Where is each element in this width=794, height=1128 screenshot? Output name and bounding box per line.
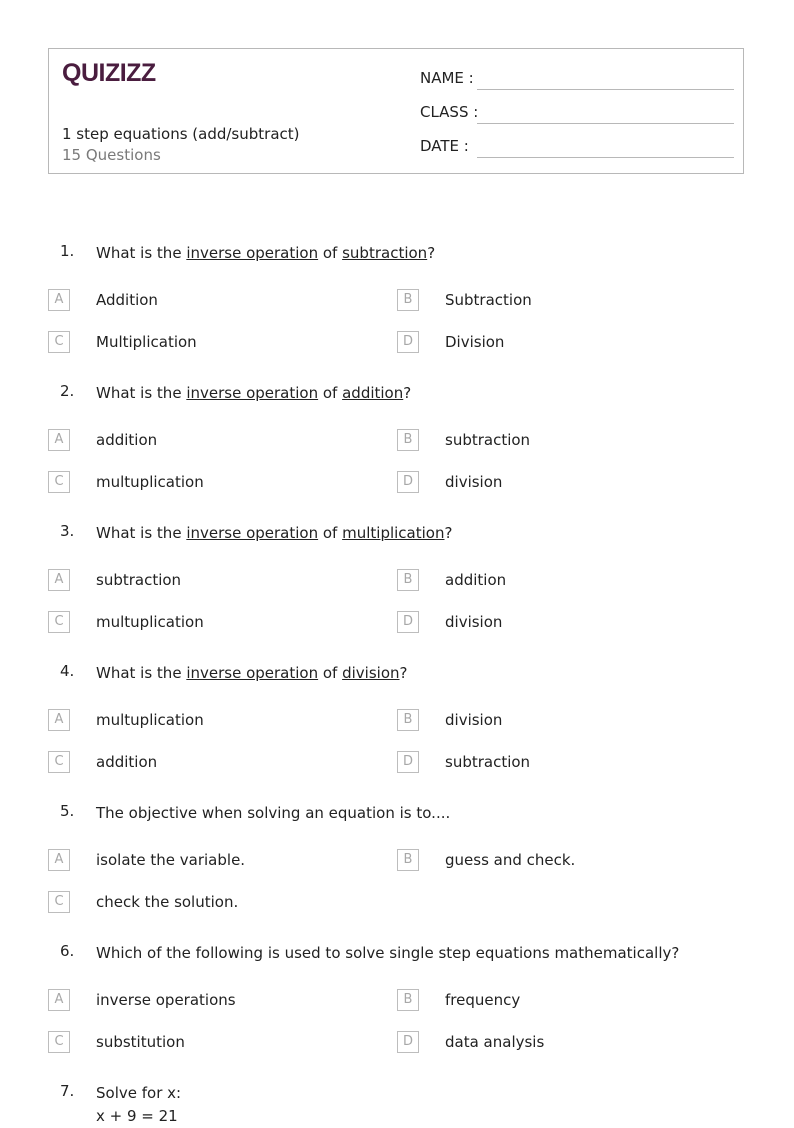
option-text: isolate the variable. (96, 851, 246, 869)
option-letter: C (48, 611, 70, 633)
option-text: addition (445, 571, 507, 589)
option-letter: D (397, 611, 419, 633)
question-number: 6. (60, 942, 75, 960)
underlined-term: subtraction (342, 244, 428, 262)
option-text: addition (96, 753, 158, 771)
option-text: Subtraction (445, 291, 532, 309)
option-text: addition (96, 431, 158, 449)
question-text: The objective when solving an equation is to.... (96, 804, 451, 822)
class-line[interactable] (477, 123, 734, 124)
option-text: Division (445, 333, 505, 351)
quizizz-logo: QUIZIZZ (62, 59, 156, 87)
underlined-term: inverse operation (186, 664, 319, 682)
underlined-term: inverse operation (186, 524, 319, 542)
question-number: 5. (60, 802, 75, 820)
option-text: multuplication (96, 473, 204, 491)
option-letter: B (397, 989, 419, 1011)
underlined-term: multiplication (342, 524, 445, 542)
class-field[interactable] (420, 101, 734, 125)
question-number: 2. (60, 382, 75, 400)
option-letter: D (397, 331, 419, 353)
option-text: multuplication (96, 613, 204, 631)
worksheet-header (48, 48, 744, 174)
option-letter: A (48, 849, 70, 871)
underlined-term: addition (342, 384, 404, 402)
option-text: division (445, 473, 503, 491)
underlined-term: inverse operation (186, 384, 319, 402)
question-count: 15 Questions (62, 146, 161, 164)
option-letter: D (397, 1031, 419, 1053)
option-text: inverse operations (96, 991, 236, 1009)
option-text: subtraction (445, 753, 531, 771)
option-text: division (445, 613, 503, 631)
question-number: 1. (60, 242, 75, 260)
class-label: CLASS : (420, 103, 479, 121)
date-line[interactable] (477, 157, 734, 158)
option-text: subtraction (445, 431, 531, 449)
option-letter: C (48, 331, 70, 353)
equation-line: x + 9 = 21 (96, 1107, 178, 1125)
option-text: Multiplication (96, 333, 197, 351)
option-letter: C (48, 1031, 70, 1053)
question-line: Solve for x: (96, 1084, 182, 1102)
question-text (96, 1082, 181, 1128)
option-text: guess and check. (445, 851, 576, 869)
option-text: check the solution. (96, 893, 239, 911)
option-letter: B (397, 289, 419, 311)
option-letter: B (397, 569, 419, 591)
question-text: What is the inverse operation of division? (96, 664, 408, 682)
option-letter: C (48, 891, 70, 913)
question-number: 4. (60, 662, 75, 680)
underlined-term: inverse operation (186, 244, 319, 262)
option-letter: C (48, 751, 70, 773)
name-line[interactable] (477, 89, 734, 90)
option-text: frequency (445, 991, 521, 1009)
option-letter: A (48, 989, 70, 1011)
option-letter: A (48, 569, 70, 591)
option-letter: B (397, 849, 419, 871)
name-field[interactable] (420, 67, 734, 91)
question-text: What is the inverse operation of multiplication? (96, 524, 453, 542)
question-number: 3. (60, 522, 75, 540)
option-letter: A (48, 289, 70, 311)
option-text: subtraction (96, 571, 182, 589)
option-text: data analysis (445, 1033, 545, 1051)
date-label: DATE : (420, 137, 469, 155)
question-text: Which of the following is used to solve single step equations mathematically? (96, 944, 680, 962)
question-number: 7. (60, 1082, 75, 1100)
option-text: multuplication (96, 711, 204, 729)
option-text: Addition (96, 291, 158, 309)
underlined-term: division (342, 664, 400, 682)
option-letter: A (48, 709, 70, 731)
question-text: What is the inverse operation of addition? (96, 384, 412, 402)
date-field[interactable] (420, 135, 734, 159)
name-label: NAME : (420, 69, 474, 87)
option-letter: D (397, 471, 419, 493)
option-text: substitution (96, 1033, 185, 1051)
option-letter: C (48, 471, 70, 493)
option-letter: D (397, 751, 419, 773)
worksheet-title: 1 step equations (add/subtract) (62, 125, 300, 143)
option-letter: B (397, 429, 419, 451)
option-letter: A (48, 429, 70, 451)
option-text: division (445, 711, 503, 729)
option-letter: B (397, 709, 419, 731)
question-text: What is the inverse operation of subtraction? (96, 244, 436, 262)
